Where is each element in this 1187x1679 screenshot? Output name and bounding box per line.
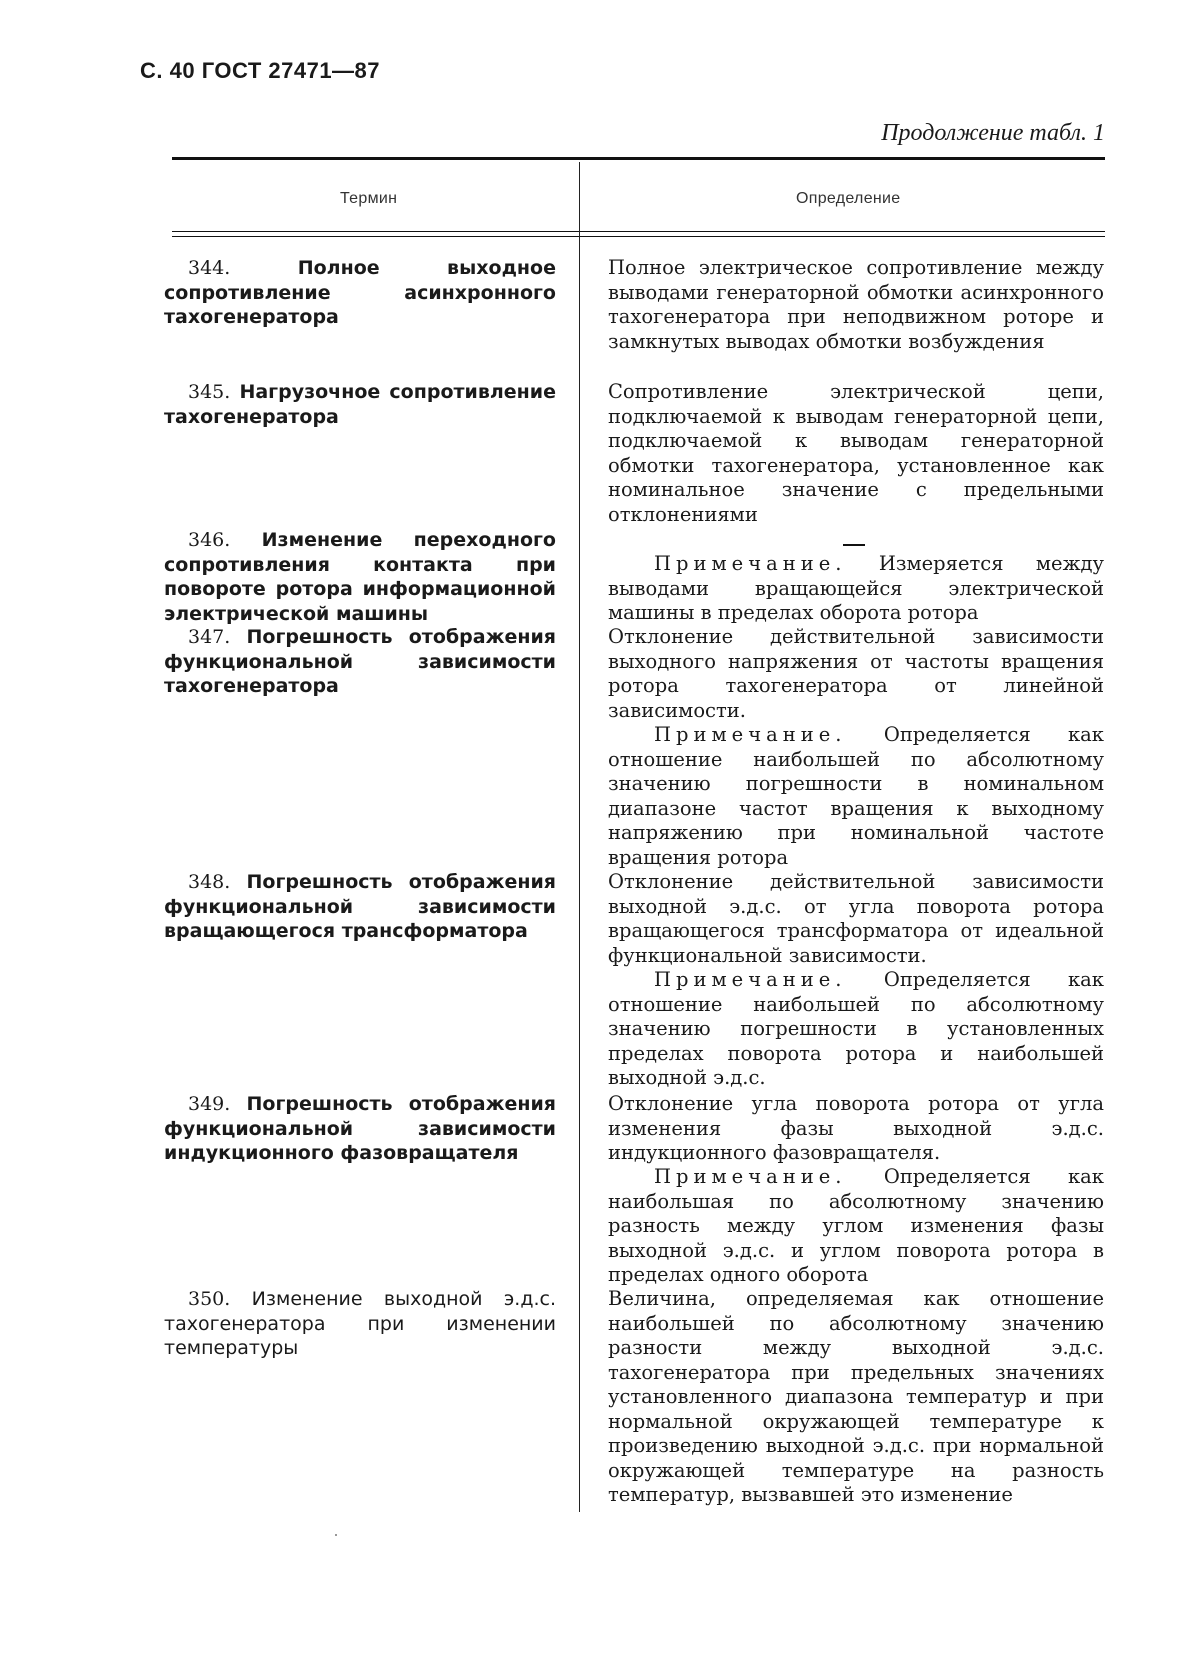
page-header: С. 40 ГОСТ 27471—87: [140, 58, 381, 83]
note-349: [608, 1165, 1104, 1288]
term-345: [164, 380, 556, 429]
term-number: 346.: [188, 529, 231, 551]
term-350: [164, 1287, 556, 1361]
note-348: [608, 968, 1104, 1091]
definition-text: Отклонение действительной зависимости выходного напряжения от частоты вращения ротора тахогенератора от линейной зависимости.: [608, 625, 1104, 722]
term-number: 349.: [188, 1093, 231, 1115]
term-number: 350.: [188, 1288, 231, 1310]
term-number: 348.: [188, 871, 231, 893]
term-349: [164, 1092, 556, 1166]
definition-text: Полное электрическое сопротивление между выводами генераторной обмотки асинхронного тахогенератора при неподвижном роторе и замкнутых выводах обмотки возбуждения: [608, 256, 1104, 353]
term-number: 344.: [188, 257, 231, 279]
term-number: 347.: [188, 626, 231, 648]
note-label: Примечание.: [654, 552, 847, 575]
definition-text: Отклонение действительной зависимости выходной э.д.с. от угла поворота ротора вращающегося трансформатора от идеальной функциональной зависимости.: [608, 870, 1104, 967]
definition-text: Отклонение угла поворота ротора от угла изменения фазы выходной э.д.с. индукционного фазовращателя.: [608, 1092, 1104, 1164]
column-divider: [579, 162, 580, 1512]
definition-348: [608, 870, 1104, 968]
term-text: Погрешность отображения функциональной зависимости индукционного фазовращателя: [164, 1093, 556, 1164]
definition-text: Сопротивление электрической цепи, подключаемой к выводам генераторной цепи, подключаемой к выводам генераторной обмотки тахогенератора, установленное как номинальное значение с предельными отклонениями: [608, 380, 1104, 526]
term-text: Погрешность отображения функциональной зависимости вращающегося трансформатора: [164, 871, 556, 942]
table-continuation-label: Продолжение табл. 1: [881, 120, 1105, 146]
table-top-rule: [172, 157, 1105, 160]
definition-347: [608, 625, 1104, 723]
definition-text: Величина, определяемая как отношение наибольшей по абсолютному значению разности между выходной э.д.с. тахогенератора при предельных значениях установленного диапазона температур и при нормальной окружающей температуре к произведению выходной э.д.с. при нормальной окружающей температуре на разность температур, вызвавшей это изменение: [608, 1287, 1104, 1506]
note-label: Примечание.: [654, 1165, 847, 1188]
definition-344: [608, 256, 1104, 354]
term-text: Изменение выходной э.д.с. тахогенератора при изменении температуры: [164, 1288, 557, 1359]
column-header-term: Термин: [340, 190, 398, 207]
definition-350: [608, 1287, 1104, 1508]
note-347: [608, 723, 1104, 870]
table-header-rule-double: [172, 236, 1105, 237]
note-text: Определяется как наибольшая по абсолютному значению разность между углом изменения фазы выходной э.д.с. и углом поворота ротора в пределах одного оборота: [608, 1165, 1104, 1286]
print-speck: [335, 1534, 337, 1536]
term-348: [164, 870, 556, 944]
term-347: [164, 625, 556, 699]
term-text: Погрешность отображения функциональной зависимости тахогенератора: [164, 626, 556, 697]
table-header-rule: [172, 231, 1105, 232]
note-text: Определяется как отношение наибольшей по абсолютному значению погрешности в номинальном диапазоне частот вращения к выходному напряжению при номинальной частоте вращения ротора: [608, 723, 1104, 869]
definition-345: [608, 380, 1104, 527]
term-text: Изменение переходного сопротивления контакта при повороте ротора информационной электрической машины: [164, 529, 556, 625]
note-label: Примечание.: [654, 723, 847, 746]
definition-349: [608, 1092, 1104, 1166]
term-346: [164, 528, 556, 626]
note-text: Определяется как отношение наибольшей по абсолютному значению погрешности в установленных пределах поворота ротора и наибольшей выходной э.д.с.: [608, 968, 1104, 1089]
term-text: Нагрузочное сопротивление тахогенератора: [164, 381, 556, 428]
term-344: [164, 256, 556, 330]
term-text: Полное выходное сопротивление асинхронного тахогенератора: [164, 257, 556, 328]
definition-dash: [843, 544, 865, 546]
column-header-definition: Определение: [796, 190, 901, 207]
note-346: [608, 552, 1104, 626]
term-number: 345.: [188, 381, 231, 403]
note-text: Измеряется между выводами вращающейся электрической машины в пределах оборота ротора: [608, 552, 1105, 624]
note-label: Примечание.: [654, 968, 847, 991]
